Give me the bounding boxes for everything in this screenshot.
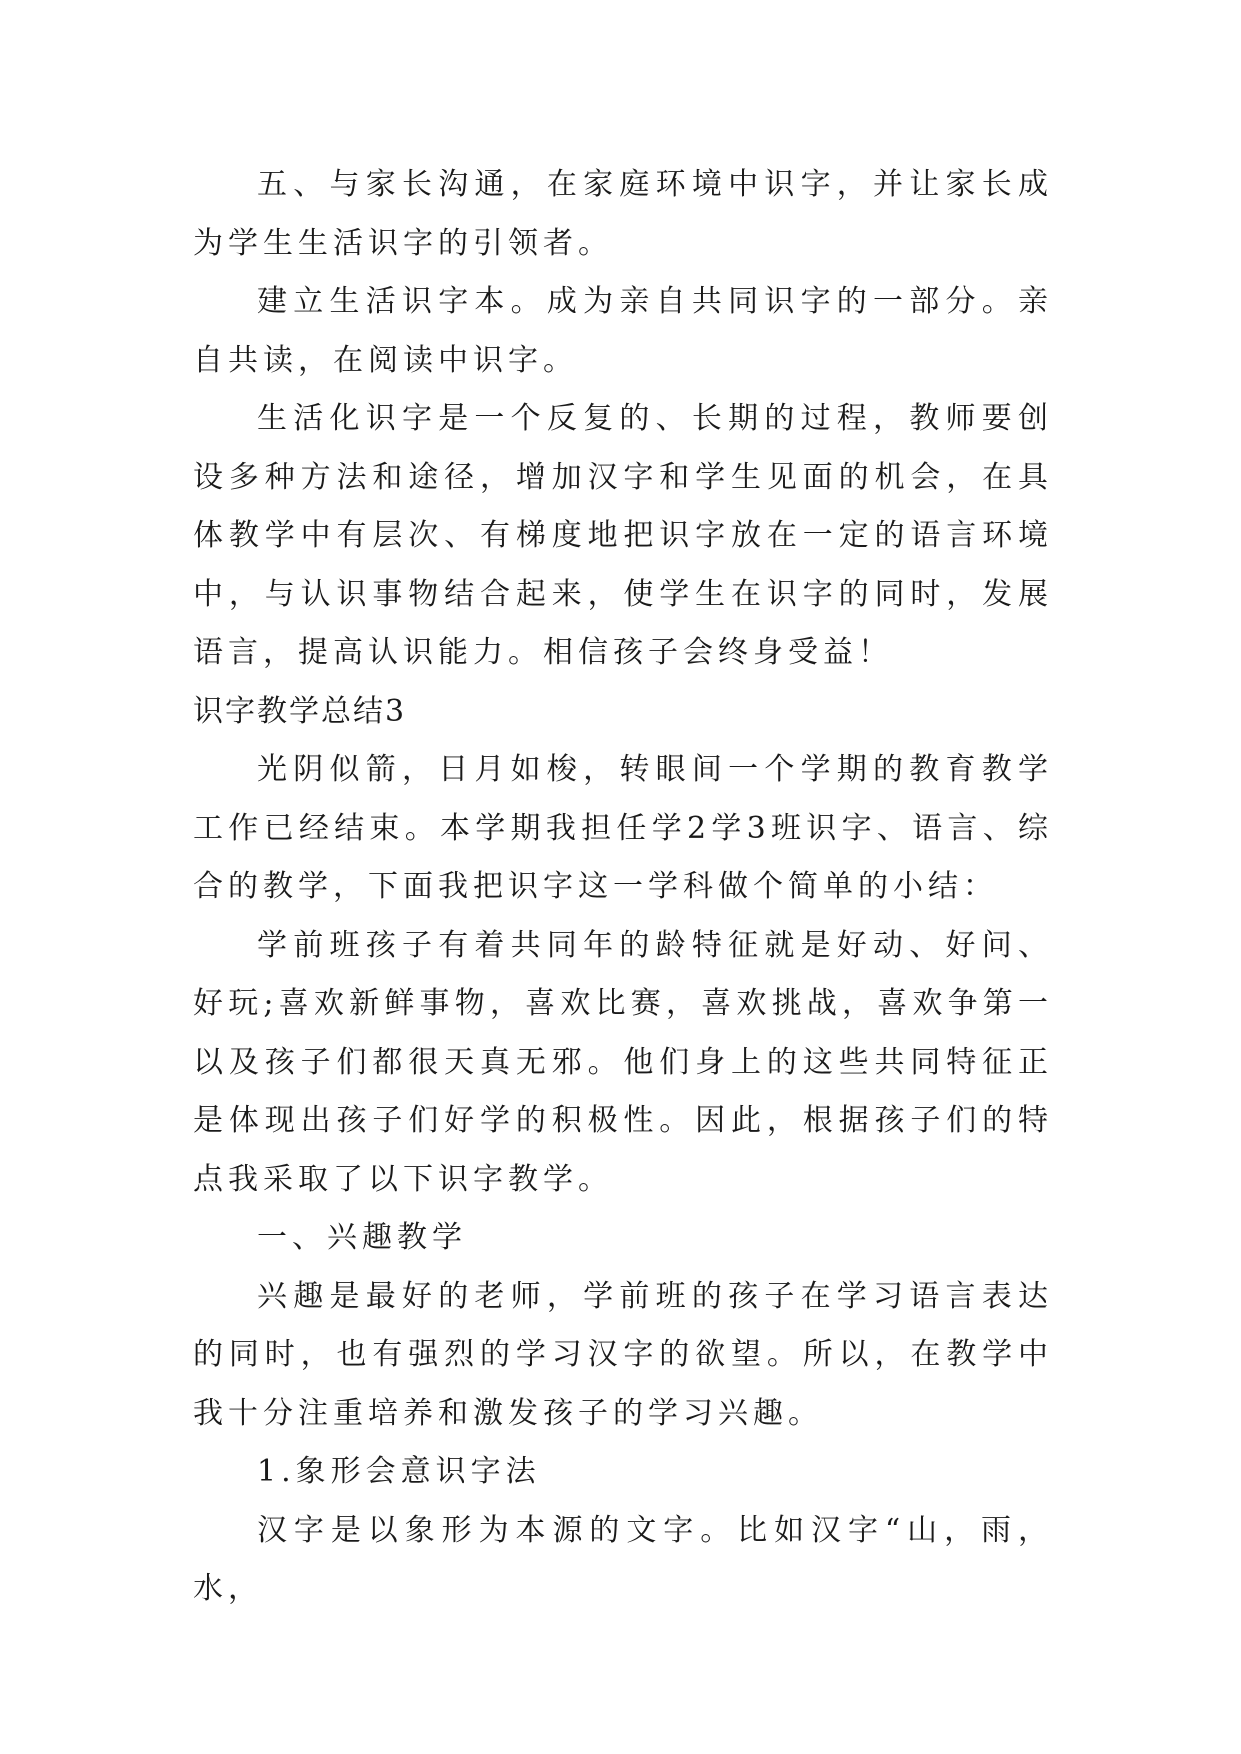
paragraph-family-communication: 五、与家长沟通，在家庭环境中识字，并让家长成为学生生活识字的引领者。 [193,167,1053,261]
paragraph-life-literacy: 生活化识字是一个反复的、长期的过程，教师要创设多种方法和途径，增加汉字和学生见面的机会，在具体教学中有层次、有梯度地把识字放在一定的语言环境中，与认识事物结合起来，使学生在识字的同时，发展语言，提高认识能力。相信孩子会终身受益！ [193,401,1053,670]
paragraph-interest: 兴趣是最好的老师，学前班的孩子在学习语言表达的同时，也有强烈的学习汉字的欲望。所以，在教学中我十分注重培养和激发孩子的学习兴趣。 [193,1278,1053,1431]
document-page [193,156,1053,1619]
paragraph-literacy-notebook: 建立生活识字本。成为亲自共同识字的一部分。亲自共读，在阅读中识字。 [193,284,1053,378]
paragraph-pictographic: 汉字是以象形为本源的文字。比如汉字“山，雨，水， [193,1512,1053,1606]
subheading-interest-teaching: 一、兴趣教学 [257,1220,467,1255]
paragraph-children-traits: 学前班孩子有着共同年的龄特征就是好动、好问、好玩;喜欢新鲜事物，喜欢比赛，喜欢挑战，喜欢争第一以及孩子们都很天真无邪。他们身上的这些共同特征正是体现出孩子们好学的积极性。因此，根据孩子们的特点我采取了以下识字教学。 [193,927,1053,1197]
section-heading: 识字教学总结3 [193,693,407,729]
subheading-pictographic-method: 1.象形会意识字法 [257,1454,541,1489]
paragraph-semester-intro: 光阴似箭，日月如梭，转眼间一个学期的教育教学工作已经结束。本学期我担任学2学3班识字、语言、综合的教学，下面我把识字这一学科做个简单的小结： [193,752,1053,904]
